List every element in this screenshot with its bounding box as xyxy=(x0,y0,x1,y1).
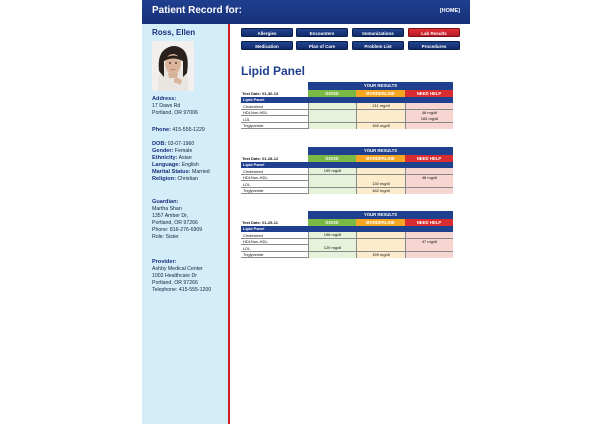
provider-address-2: Portland, OR 97266 xyxy=(152,280,198,286)
test-name: Cholesterol xyxy=(243,168,264,174)
guardian-phone: Phone: 816-276-6909 xyxy=(152,227,203,233)
guardian-block xyxy=(152,199,202,241)
good-value xyxy=(308,239,356,245)
good-value: 196 mg/dl xyxy=(308,232,356,238)
need-help-value xyxy=(405,168,453,174)
language-label: Language: xyxy=(152,162,181,168)
borderline-column-header: BORDERLINE xyxy=(356,90,405,97)
phone-value: 415-555-1229 xyxy=(172,127,205,133)
patient-photo xyxy=(152,41,194,91)
column-header-row xyxy=(241,90,453,97)
borderline-value xyxy=(356,168,405,174)
religion-label: Religion: xyxy=(152,176,176,182)
good-value xyxy=(308,116,356,122)
test-name: LDL xyxy=(243,181,251,187)
good-value: 199 mg/dl xyxy=(308,168,356,174)
nav-immunizations-button[interactable]: Immunizations xyxy=(352,28,404,37)
ethnicity-value: Asian xyxy=(178,155,192,161)
borderline-value xyxy=(356,110,405,116)
good-column-header: GOOD xyxy=(308,90,356,97)
good-value: 129 mg/dl xyxy=(308,245,356,251)
good-column-header: GOOD xyxy=(308,155,356,162)
page-title: Lipid Panel xyxy=(241,64,306,78)
test-name: HDLNon-HDL xyxy=(243,110,268,115)
borderline-value xyxy=(356,232,405,238)
marital-status-value: Married xyxy=(192,169,210,175)
provider-block xyxy=(152,259,211,294)
phone-label: Phone: xyxy=(152,127,171,133)
borderline-column-header: BORDERLINE xyxy=(356,155,405,162)
nav-allergies-button[interactable]: Allergies xyxy=(241,28,293,37)
test-name: Triglyceride xyxy=(243,188,264,193)
religion-value: Christian xyxy=(177,176,198,182)
need-help-value xyxy=(405,252,453,258)
borderline-value: 160 mg/dl xyxy=(356,123,405,129)
guardian-role: Role: Sister xyxy=(152,234,179,240)
nav-plan-of-care-button[interactable]: Plan of Care xyxy=(296,41,348,50)
need-help-value: 47 mg/dl xyxy=(405,239,453,245)
good-value xyxy=(308,123,356,129)
test-name: Cholesterol xyxy=(243,232,264,238)
need-help-value xyxy=(405,232,453,238)
test-date: Test Date: 01-30-13 xyxy=(242,91,279,96)
provider-heading: Provider: xyxy=(152,259,177,265)
nav-medication-button[interactable]: Medication xyxy=(241,41,293,50)
need-help-value: 46 mg/dl xyxy=(405,110,453,116)
borderline-value xyxy=(356,245,405,251)
borderline-value: 159 mg/dl xyxy=(356,252,405,258)
lipid-panel-label: Lipid Panel xyxy=(243,162,265,167)
table-row xyxy=(241,188,453,195)
test-name: Triglyceride xyxy=(243,123,264,128)
main-content xyxy=(232,24,470,424)
guardian-address-1: 1357 Amber Dr, xyxy=(152,213,189,219)
language-value: English xyxy=(181,162,199,168)
lipid-results-table xyxy=(241,82,453,127)
borderline-value xyxy=(356,116,405,122)
need-help-column-header: NEED HELP xyxy=(405,155,453,162)
good-value xyxy=(308,103,356,109)
address-heading: Address: xyxy=(152,96,177,102)
test-name: Cholesterol xyxy=(243,103,264,109)
need-help-value xyxy=(405,245,453,251)
your-results-header: YOUR RESULTS xyxy=(308,211,453,219)
gender-label: Gender: xyxy=(152,148,174,154)
good-value xyxy=(308,181,356,187)
test-name: HDLNon-HDL xyxy=(243,175,268,180)
need-help-value xyxy=(405,103,453,109)
provider-name: Ashby Medical Center xyxy=(152,266,203,272)
good-column-header: GOOD xyxy=(308,219,356,226)
phone-block xyxy=(152,127,205,134)
good-value xyxy=(308,188,356,194)
nav-problem-list-button[interactable]: Problem List xyxy=(352,41,404,50)
good-value xyxy=(308,110,356,116)
borderline-value xyxy=(356,175,405,181)
good-value xyxy=(308,175,356,181)
header-bar xyxy=(142,0,470,24)
patient-sidebar xyxy=(142,24,230,424)
demographics-block xyxy=(152,141,210,183)
guardian-heading: Guardian: xyxy=(152,199,179,205)
need-help-value: 165 mg/dl xyxy=(405,116,453,122)
need-help-column-header: NEED HELP xyxy=(405,90,453,97)
column-header-row xyxy=(241,155,453,162)
lipid-panel-label: Lipid Panel xyxy=(243,97,265,102)
home-link[interactable]: [HOME] xyxy=(439,8,460,14)
address-line-2: Portland, OR 97006 xyxy=(152,110,198,116)
test-name: Triglyceride xyxy=(243,252,264,257)
patient-portrait-image xyxy=(152,41,194,91)
borderline-value: 130 mg/dl xyxy=(356,181,405,187)
provider-address-1: 1002 Healthcare Dr xyxy=(152,273,197,279)
borderline-value: 162 mg/dl xyxy=(356,188,405,194)
test-name: LDL xyxy=(243,116,251,122)
test-date: Test Date: 01-25-11 xyxy=(242,220,278,225)
nav-lab-results-button[interactable]: Lab Results xyxy=(408,28,460,37)
borderline-value xyxy=(356,239,405,245)
need-help-value xyxy=(405,181,453,187)
nav-procedures-button[interactable]: Procedures xyxy=(408,41,460,50)
borderline-column-header: BORDERLINE xyxy=(356,219,405,226)
gender-value: Female xyxy=(174,148,193,154)
lipid-results-table xyxy=(241,211,453,256)
test-date: Test Date: 01-28-12 xyxy=(242,156,279,161)
test-name: HDLNon-HDL xyxy=(243,239,268,244)
marital-status-label: Marital Status: xyxy=(152,169,191,175)
your-results-header: YOUR RESULTS xyxy=(308,147,453,155)
table-row xyxy=(241,252,453,259)
lipid-results-table xyxy=(241,147,453,192)
table-row xyxy=(241,123,453,130)
lipid-panel-label: Lipid Panel xyxy=(243,226,265,231)
provider-phone: Telephone: 415-555-1200 xyxy=(152,287,212,293)
good-value xyxy=(308,252,356,258)
address-block xyxy=(152,96,198,117)
patient-record-page xyxy=(142,0,470,424)
need-help-value xyxy=(405,188,453,194)
guardian-name: Martha Shan xyxy=(152,206,182,212)
need-help-value: 48 mg/dl xyxy=(405,175,453,181)
patient-name: Ross, Ellen xyxy=(152,28,196,37)
your-results-header: YOUR RESULTS xyxy=(308,82,453,90)
dob-value: 03-07-1960 xyxy=(167,141,195,147)
test-name: LDL xyxy=(243,245,251,251)
need-help-column-header: NEED HELP xyxy=(405,219,453,226)
ethnicity-label: Ethnicity: xyxy=(152,155,178,161)
need-help-value xyxy=(405,123,453,129)
dob-label: DOB: xyxy=(152,141,167,147)
column-header-row xyxy=(241,219,453,226)
nav-encounters-button[interactable]: Encounters xyxy=(296,28,348,37)
borderline-value: 211 mg/dl xyxy=(356,103,405,109)
header-title: Patient Record for: xyxy=(152,5,243,16)
address-line-1: 17 Daws Rd xyxy=(152,103,181,109)
guardian-address-2: Portland, OR 97266 xyxy=(152,220,198,226)
